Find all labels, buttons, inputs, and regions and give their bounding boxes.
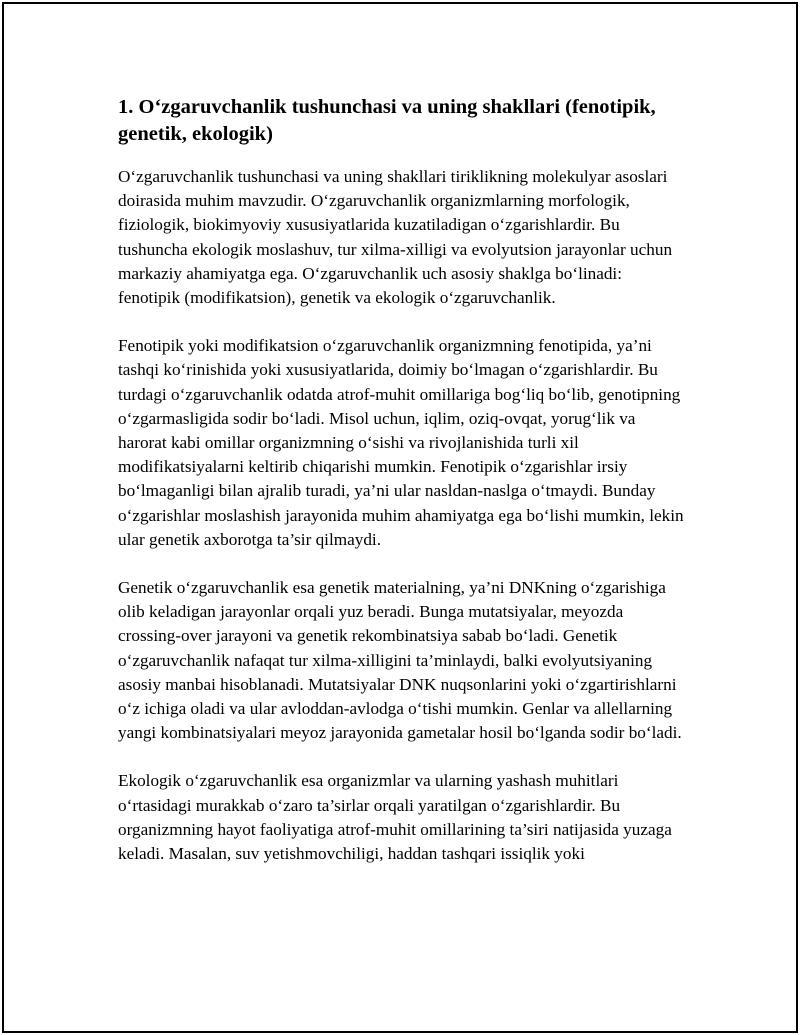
document-body bbox=[118, 94, 688, 890]
paragraph-phenotypic: Fenotipik yoki modifikatsion o‘zgaruvchanlik organizmning fenotipida, ya’ni tashqi ko‘rinishida yoki xususiyatlarida, doimiy bo‘lmagan o‘zgarishlardir. Bu turdagi o‘zgaruvchanlik odatda atrof-muhit omillariga bog‘liq bo‘lib, genotipning o‘zgarmasligida sodir bo‘ladi. Misol uchun, iqlim, oziq-ovqat, yorug‘lik va harorat kabi omillar organizmning o‘sishi va rivojlanishida turli xil modifikatsiyalarni keltirib chiqarishi mumkin. Fenotipik o‘zgarishlar irsiy bo‘lmaganligi bilan ajralib turadi, ya’ni ular nasldan-naslga o‘tmaydi. Bunday o‘zgarishlar moslashish jarayonida muhim ahamiyatga ega bo‘lishi mumkin, lekin ular genetik axborotga ta’sir qilmaydi. bbox=[118, 336, 684, 549]
section-heading: 1. O‘zgaruvchanlik tushunchasi va uning shakllari (fenotipik, genetik, ekologik) bbox=[118, 96, 656, 145]
paragraph-genetic: Genetik o‘zgaruvchanlik esa genetik materialning, ya’ni DNKning o‘zgarishiga olib keladigan jarayonlar orqali yuz beradi. Bunga mutatsiyalar, meyozda crossing-over jarayoni va genetik rekombinatsiya sabab bo‘ladi. Genetik o‘zgaruvchanlik nafaqat tur xilma-xilligini ta’minlaydi, balki evolyutsiyaning asosiy manbai hisoblanadi. Mutatsiyalar DNK nuqsonlarini yoki o‘zgartirishlarni o‘z ichiga oladi va ular avloddan-avlodga o‘tishi mumkin. Genlar va allellarning yangi kombinatsiyalari meyoz jarayonida gametalar hosil bo‘lganda sodir bo‘ladi. bbox=[118, 578, 682, 743]
paragraph-ecological: Ekologik o‘zgaruvchanlik esa organizmlar va ularning yashash muhitlari o‘rtasidagi murakkab o‘zaro ta’sirlar orqali yaratilgan o‘zgarishlardir. Bu organizmning hayot faoliyatiga atrof-muhit omillarining ta’siri natijasida yuzaga keladi. Masalan, suv yetishmovchiligi, haddan tashqari issiqlik yoki bbox=[118, 771, 672, 864]
paragraph-intro: O‘zgaruvchanlik tushunchasi va uning shakllari tiriklikning molekulyar asoslari doirasida muhim mavzudir. O‘zgaruvchanlik organizmlarning morfologik, fiziologik, biokimyoviy xususiyatlarida kuzatiladigan o‘zgarishlardir. Bu tushuncha ekologik moslashuv, tur xilma-xilligi va evolyutsion jarayonlar uchun markaziy ahamiyatga ega. O‘zgaruvchanlik uch asosiy shaklga bo‘linadi: fenotipik (modifikatsion), genetik va ekologik o‘zgaruvchanlik. bbox=[118, 167, 673, 308]
